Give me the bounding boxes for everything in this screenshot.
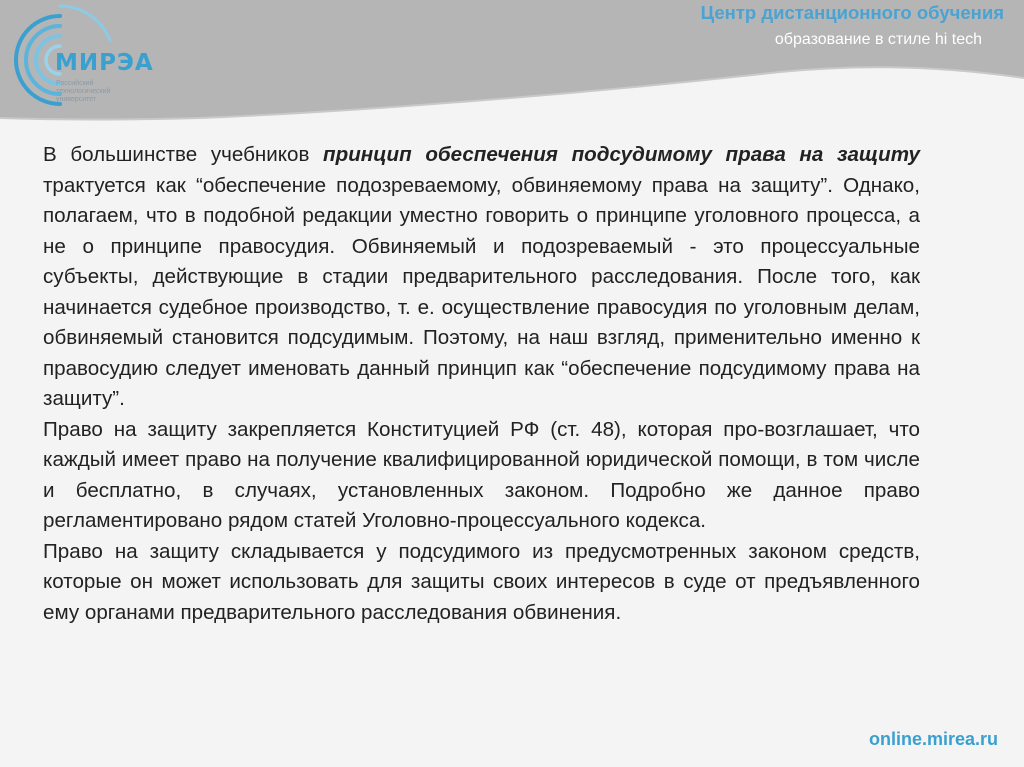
paragraph-1-rest: трактуется как “обеспечение подозреваемому, обвиняемому права на защиту”. Однако, полагаем, что в подобной редакции уместно говорить о принципе уголовного процесса, а не о принципе правосудия. Обвиняемый и подозреваемый - это процессуальные субъекты, действующие в стадии предварительного расследования. После того, как начинается судебное производство, т. е. осуществление правосудия по уголовным делам, обвиняемый становится подсудимым. Поэтому, на наш взгляд, применительно именно к правосудию следует именовать данный принцип как “обеспечение подсудимому права на защиту”. <box>43 173 920 410</box>
paragraph-1 <box>43 140 920 415</box>
logo-sub-line: технологический <box>56 88 111 95</box>
paragraph-2: Право на защиту закрепляется Конституцией РФ (ст. 48), которая про-возглашает, что каждый имеет право на получение квалифицированной юридической помощи, в том числе и бесплатно, в случаях, установленных законом. Подробно же данное право регламентировано рядом статей Уголовно-процессуального кодекса. <box>43 417 920 532</box>
paragraph-1-start: В большинстве учебников <box>43 143 324 166</box>
logo-wordmark: МИРЭА <box>55 50 154 76</box>
mirea-logo <box>0 0 190 112</box>
paragraph-1-emphasis: принцип обеспечения подсудимому права на защиту <box>323 143 920 166</box>
logo-subtitle <box>56 80 146 104</box>
slide-content <box>43 140 920 628</box>
footer-url: online.mirea.ru <box>868 729 998 749</box>
header-title: Центр дистанционного обучения <box>700 2 1004 23</box>
logo-sub-line: университет <box>56 96 97 103</box>
logo-sub-line: Российский <box>56 80 94 87</box>
paragraph-3: Право на защиту складывается у подсудимого из предусмотренных законом средств, которые он может использовать для защиты своих интересов в суде от предъявленного ему органами предварительного расследования обвинения. <box>43 539 920 624</box>
header-subtitle: образование в стиле hi tech <box>774 31 982 48</box>
